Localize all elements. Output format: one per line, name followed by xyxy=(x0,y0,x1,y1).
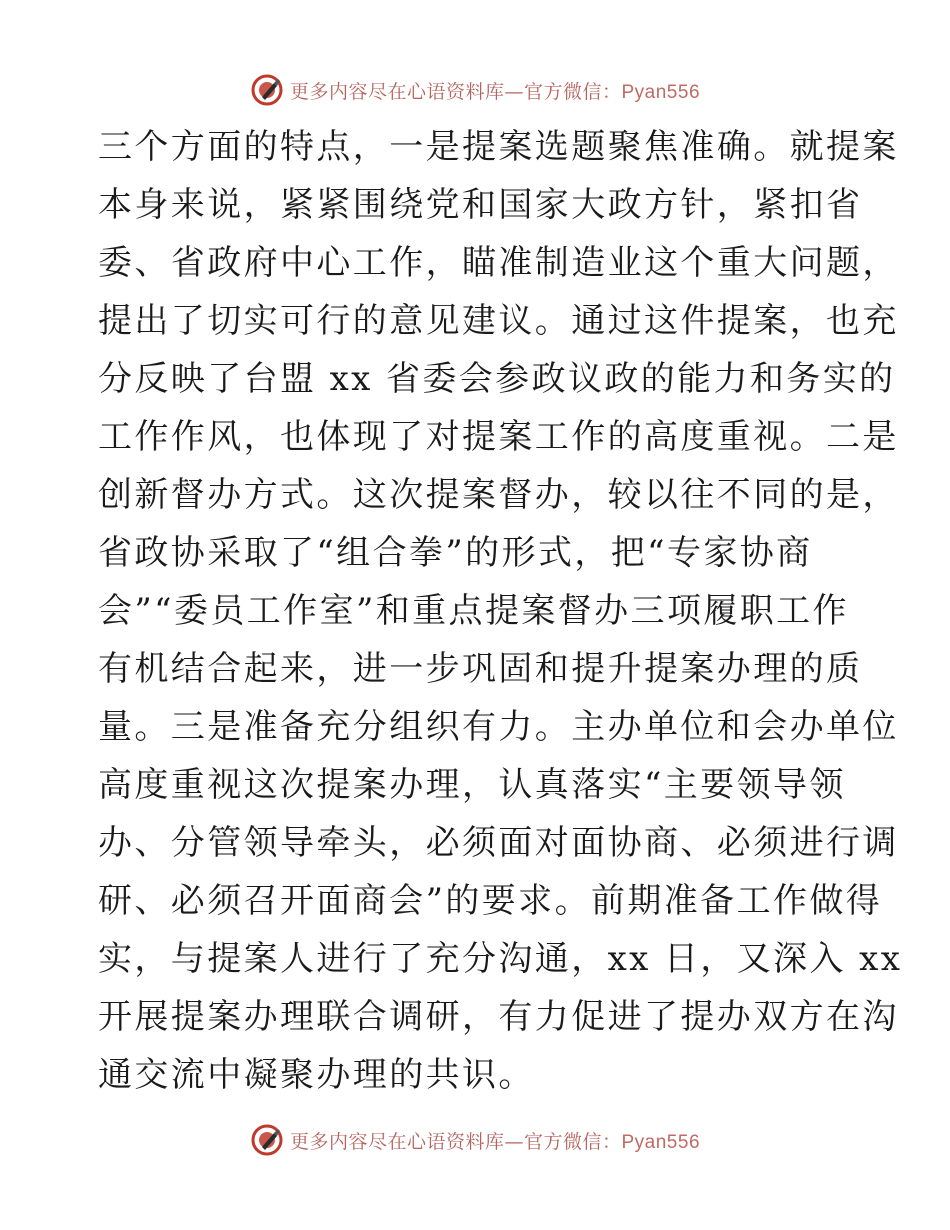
text-line: 办、分管领导牵头，必须面对面协商、必须进行调 xyxy=(98,823,899,863)
text-line: 省政协采取了“组合拳”的形式，把“专家协商 xyxy=(98,533,813,573)
text-line: 会”“委员工作室”和重点提案督办三项履职工作 xyxy=(98,591,849,631)
text-line: 开展提案办理联合调研，有力促进了提办双方在沟 xyxy=(98,997,899,1037)
header-banner-text xyxy=(290,77,700,104)
brand-logo-icon xyxy=(250,73,284,107)
footer-banner xyxy=(0,1120,950,1160)
text-line: 工作作风，也体现了对提案工作的高度重视。二是 xyxy=(98,417,899,457)
text-line: 实，与提案人进行了充分沟通，xx 日，又深入 xx xyxy=(98,939,903,979)
header-banner xyxy=(0,70,950,110)
text-line: 分反映了台盟 xx 省委会参政议政的能力和务实的 xyxy=(98,359,896,399)
header-wechat-id: Pyan556 xyxy=(621,81,701,103)
footer-brand-text: 更多内容尽在心语资料库—官方微信： xyxy=(289,1130,622,1153)
text-line: 创新督办方式。这次提案督办，较以往不同的是， xyxy=(98,475,899,515)
text-line: 提出了切实可行的意见建议。通过这件提案，也充 xyxy=(98,301,899,341)
text-line: 本身来说，紧紧围绕党和国家大政方针，紧扣省 xyxy=(98,185,863,225)
footer-banner-text xyxy=(290,1127,700,1154)
footer-wechat-id: Pyan556 xyxy=(621,1131,701,1153)
text-line: 委、省政府中心工作，瞄准制造业这个重大问题， xyxy=(98,243,899,283)
text-line: 有机结合起来，进一步巩固和提升提案办理的质 xyxy=(98,649,863,689)
header-brand-text: 更多内容尽在心语资料库—官方微信： xyxy=(289,80,622,103)
text-line: 量。三是准备充分组织有力。主办单位和会办单位 xyxy=(98,707,899,747)
document-body xyxy=(98,118,903,1104)
text-line: 高度重视这次提案办理，认真落实“主要领导领 xyxy=(98,765,846,805)
brand-logo-icon xyxy=(250,1123,284,1157)
text-line: 研、必须召开面商会”的要求。前期准备工作做得 xyxy=(98,881,883,921)
text-line: 通交流中凝聚办理的共识。 xyxy=(98,1055,535,1095)
text-line: 三个方面的特点，一是提案选题聚焦准确。就提案 xyxy=(98,127,899,167)
